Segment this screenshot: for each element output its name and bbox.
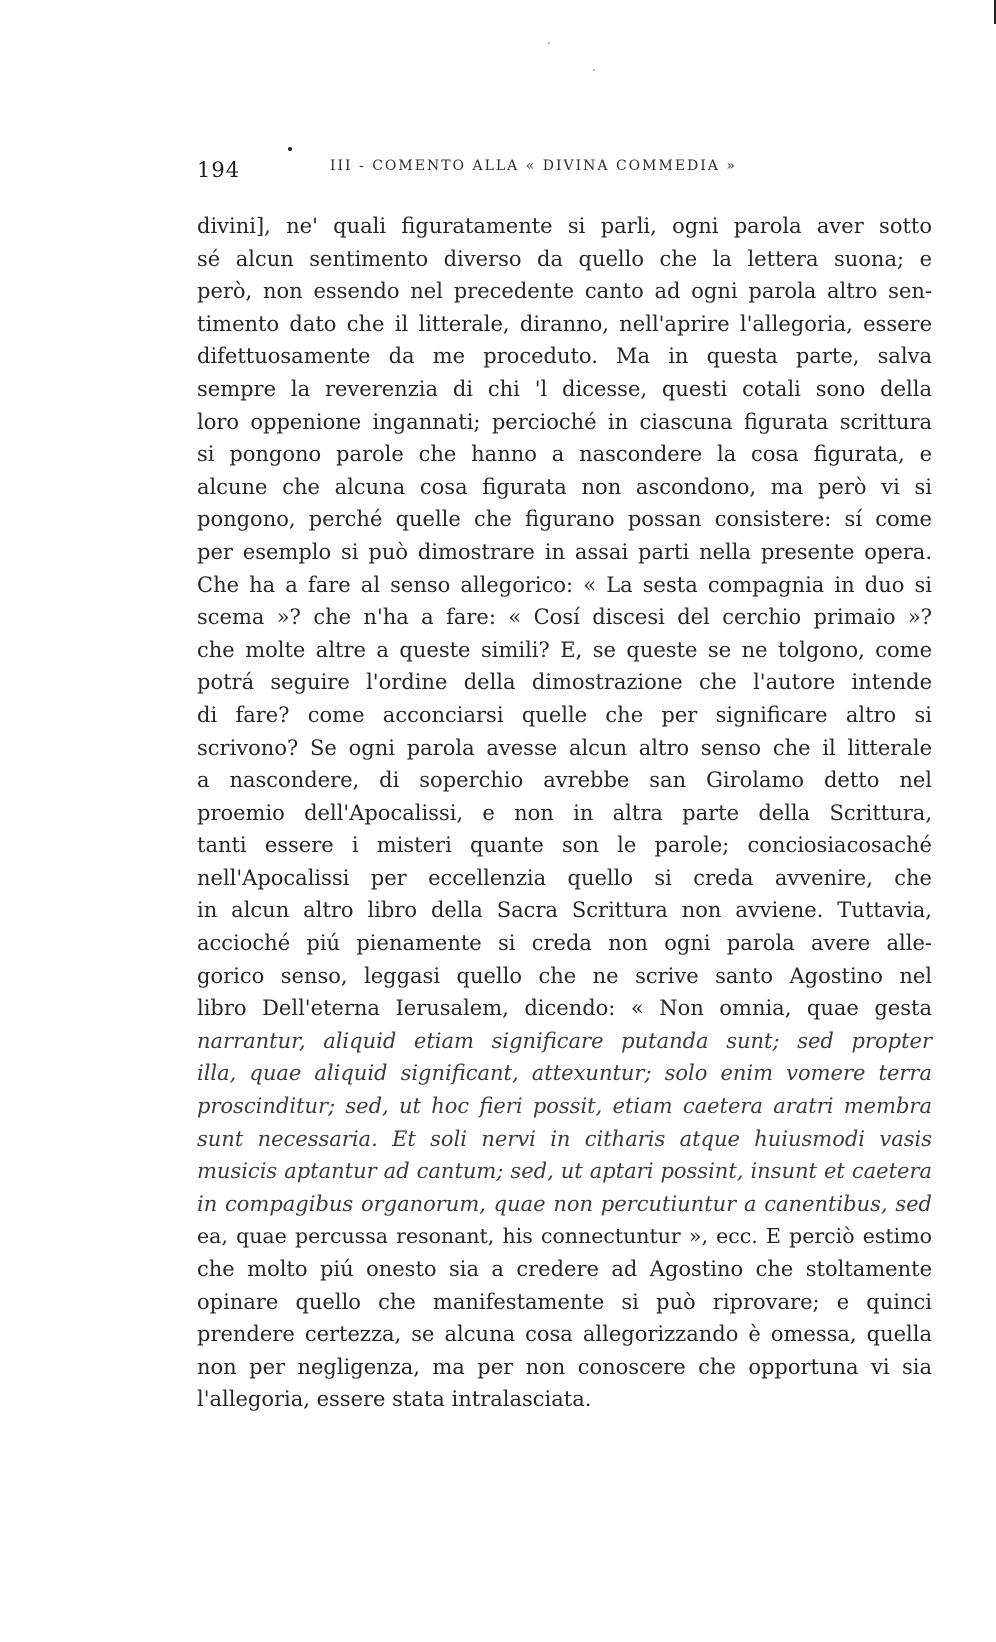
scan-speck xyxy=(593,69,595,71)
latin-quote-line: musicis aptantur ad cantum; sed, ut aptari possint, insunt et caetera xyxy=(197,1159,932,1184)
text-line: ea, quae percussa resonant, his connectuntur », ecc. E perciò estimo xyxy=(197,1224,932,1249)
scan-speck xyxy=(548,42,550,44)
text-line-last: l'allegoria, essere stata intralasciata. xyxy=(197,1387,592,1412)
text-line: però, non essendo nel precedente canto ad ogni parola altro sen- xyxy=(197,279,932,304)
latin-quote-line: illa, quae aliquid significant, attexuntur; solo enim vomere terra xyxy=(197,1061,932,1086)
text-line: proemio dell'Apocalissi, e non in altra parte della Scrittura, xyxy=(197,800,932,825)
text-line: difettuosamente da me proceduto. Ma in questa parte, salva xyxy=(197,344,932,369)
text-line: opinare quello che manifestamente si può riprovare; e quinci xyxy=(197,1289,932,1314)
text-line: si pongono parole che hanno a nascondere la cosa figurata, e xyxy=(197,442,932,467)
latin-quote-line: proscinditur; sed, ut hoc fieri possit, etiam caetera aratri membra xyxy=(197,1094,932,1119)
text-line: potrá seguire l'ordine della dimostrazione che l'autore intende xyxy=(197,670,932,695)
latin-quote-line: in compagibus organorum, quae non percutiuntur a canentibus, sed xyxy=(197,1191,932,1216)
text-line: timento dato che il litterale, diranno, nell'aprire l'allegoria, essere xyxy=(197,311,932,336)
text-line: prendere certezza, se alcuna cosa allegorizzando è omessa, quella xyxy=(197,1322,932,1347)
latin-quote-line: narrantur, aliquid etiam significare putanda sunt; sed propter xyxy=(197,1028,932,1053)
text-line: gorico senso, leggasi quello che ne scrive santo Agostino nel xyxy=(197,963,932,988)
text-line: alcune che alcuna cosa figurata non ascondono, ma però vi si xyxy=(197,474,932,499)
text-line: loro oppenione ingannati; percioché in ciascuna figurata scrittura xyxy=(197,409,932,434)
page-number: 194 xyxy=(197,158,241,182)
text-line: che molte altre a queste simili? E, se queste se ne tolgono, come xyxy=(197,637,932,662)
text-line: tanti essere i misteri quante son le parole; conciosiacosaché xyxy=(197,833,932,858)
text-line: accioché piú pienamente si creda non ogni parola avere alle- xyxy=(197,931,932,956)
text-line: non per negligenza, ma per non conoscere che opportuna vi sia xyxy=(197,1354,932,1379)
running-title: III - COMENTO ALLA « DIVINA COMMEDIA » xyxy=(330,158,737,174)
text-line: nell'Apocalissi per eccellenzia quello si creda avvenire, che xyxy=(197,865,932,890)
text-line: scema »? che n'ha a fare: « Cosí discesi del cerchio primaio »? xyxy=(197,605,932,630)
text-line: Che ha a fare al senso allegorico: « La sesta compagnia in duo si xyxy=(197,572,932,597)
body-text xyxy=(197,210,932,1416)
text-line: pongono, perché quelle che figurano possan consistere: sí come xyxy=(197,507,932,532)
text-line: in alcun altro libro della Sacra Scrittura non avviene. Tuttavia, xyxy=(197,898,932,923)
text-line: di fare? come acconciarsi quelle che per significare altro si xyxy=(197,702,932,727)
text-line: a nascondere, di soperchio avrebbe san Girolamo detto nel xyxy=(197,768,932,793)
text-line: per esemplo si può dimostrare in assai parti nella presente opera. xyxy=(197,539,932,564)
latin-quote-line: sunt necessaria. Et soli nervi in citharis atque huiusmodi vasis xyxy=(197,1126,932,1151)
text-line: sé alcun sentimento diverso da quello che la lettera suona; e xyxy=(197,246,932,271)
ink-dot xyxy=(288,147,292,151)
text-line: scrivono? Se ogni parola avesse alcun altro senso che il litterale xyxy=(197,735,932,760)
text-line: divini], ne' quali figuratamente si parli, ogni parola aver sotto xyxy=(197,214,932,238)
text-line: libro Dell'eterna Ierusalem, dicendo: « Non omnia, quae gesta xyxy=(197,996,932,1021)
text-line: che molto piú onesto sia a credere ad Agostino che stoltamente xyxy=(197,1257,932,1281)
text-line: sempre la reverenzia di chi 'l dicesse, questi cotali sono della xyxy=(197,376,932,401)
